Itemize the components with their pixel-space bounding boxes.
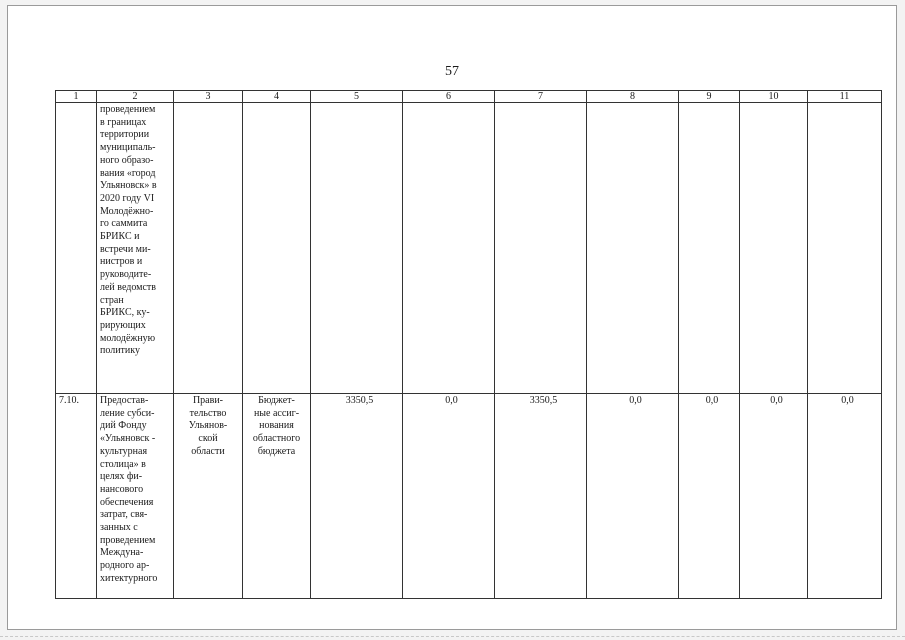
header-col-7: 7 (495, 91, 587, 103)
text-line: бюджета (257, 445, 296, 457)
cell-value: 0,0 (808, 394, 882, 599)
text-line: ные ассиг- (253, 407, 300, 419)
header-row (56, 91, 882, 103)
text-line: проведением (100, 534, 156, 546)
text-line: нансового (100, 483, 144, 495)
cell-value (495, 103, 587, 394)
text-line: занных с (100, 522, 138, 534)
cell-value (740, 103, 808, 394)
cell-description (97, 394, 174, 599)
executor-lines (177, 395, 239, 459)
cell-value (587, 103, 679, 394)
header-col-9: 9 (679, 91, 740, 103)
header-col-6: 6 (403, 91, 495, 103)
text-line: го саммита (100, 218, 148, 230)
cell-value (679, 103, 740, 394)
text-line: 2020 году VI (100, 192, 155, 204)
cell-value (403, 103, 495, 394)
text-line: нования (259, 420, 294, 432)
description-lines (100, 104, 170, 358)
cell-total: 3350,5 (311, 394, 403, 599)
text-line: области (191, 445, 225, 457)
text-line: руководите- (100, 269, 152, 281)
text-line: тельство (189, 407, 227, 419)
header-col-5: 5 (311, 91, 403, 103)
cell-value: 0,0 (403, 394, 495, 599)
page-number: 57 (445, 64, 459, 79)
text-line: «Ульяновск - (100, 433, 156, 445)
text-line: нистров и (100, 256, 143, 268)
document-page (7, 5, 897, 630)
text-line: Ульянов- (188, 420, 228, 432)
text-line: территории (100, 129, 150, 141)
cell-value: 0,0 (587, 394, 679, 599)
header-col-10: 10 (740, 91, 808, 103)
text-line: целях фи- (100, 471, 143, 483)
text-line: лей ведомств (100, 281, 157, 293)
text-line: встречи ми- (100, 243, 151, 255)
cell-value: 0,0 (679, 394, 740, 599)
text-line: рирующих (100, 319, 146, 331)
text-line: обеспечения (100, 496, 154, 508)
scan-edge-line (0, 636, 905, 637)
text-line: Междуна- (100, 547, 144, 559)
header-col-11: 11 (808, 91, 882, 103)
text-line: затрат, свя- (100, 509, 148, 521)
text-line: политику (100, 345, 140, 357)
table-row-continuation (56, 103, 882, 394)
text-line: проведением (100, 104, 156, 115)
cell-value (311, 103, 403, 394)
cell-executor (174, 103, 243, 394)
text-line: ской (198, 433, 218, 445)
text-line: культурная (100, 445, 148, 457)
text-line: Прави- (192, 395, 224, 406)
header-col-8: 8 (587, 91, 679, 103)
cell-number: 7.10. (56, 394, 97, 599)
cell-number (56, 103, 97, 394)
text-line: Бюджет- (258, 395, 295, 406)
header-col-3: 3 (174, 91, 243, 103)
cell-description (97, 103, 174, 394)
text-line: дий Фонду (100, 420, 147, 432)
text-line: Ульяновск» в (100, 180, 157, 192)
cell-executor (174, 394, 243, 599)
text-line: областного (252, 433, 301, 445)
header-col-2: 2 (97, 91, 174, 103)
text-line: Молодёжно- (100, 205, 154, 217)
cell-source (243, 394, 311, 599)
text-line: муниципаль- (100, 142, 156, 154)
text-line: вания «город (100, 167, 156, 179)
text-line: ление субси- (100, 407, 155, 419)
cell-value: 3350,5 (495, 394, 587, 599)
text-line: родного ар- (100, 560, 150, 572)
text-line: столица» в (100, 458, 146, 470)
cell-source (243, 103, 311, 394)
header-col-4: 4 (243, 91, 311, 103)
cell-value: 0,0 (740, 394, 808, 599)
description-lines (100, 395, 170, 586)
text-line: БРИКС, ку- (100, 307, 150, 319)
header-col-1: 1 (56, 91, 97, 103)
cell-value (808, 103, 882, 394)
table-row-7-10 (56, 394, 882, 599)
text-line: БРИКС и (100, 231, 140, 243)
budget-table (55, 90, 882, 599)
text-line: в границах (100, 116, 147, 128)
text-line: молодёжную (100, 332, 156, 344)
source-lines (246, 395, 307, 459)
text-line: хитектурного (100, 572, 158, 584)
text-line: ного образо- (100, 154, 154, 166)
text-line: стран (100, 294, 124, 306)
text-line: Предостав- (100, 395, 149, 406)
